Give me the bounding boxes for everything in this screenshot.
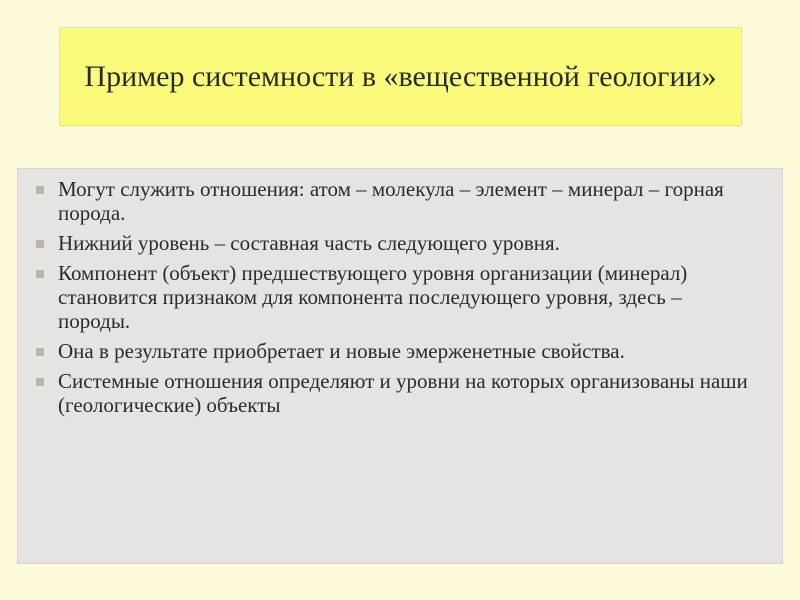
slide-title: Пример системности в «вещественной геологии» [84,59,717,93]
square-bullet-icon [36,378,44,386]
bullet-text: Она в результате приобретает и новые эмерженетные свойства. [58,339,625,363]
bullet-item [58,261,754,333]
bullet-item [58,177,754,225]
bullet-item [58,339,754,363]
title-box [59,27,742,126]
bullet-text: Компонент (объект) предшествующего уровня организации (минерал) становится признаком для компонента последующего уровня, здесь – породы. [58,261,688,333]
bullet-text: Системные отношения определяют и уровни на которых организованы наши (геологические) объекты [58,369,748,417]
bullet-item [58,231,754,255]
square-bullet-icon [36,186,44,194]
bullet-text: Могут служить отношения: атом – молекула – элемент – минерал – горная порода. [58,177,724,225]
square-bullet-icon [36,270,44,278]
bullet-list [18,169,782,417]
content-box [17,168,783,564]
bullet-item [58,369,754,417]
bullet-text: Нижний уровень – составная часть следующего уровня. [58,231,560,255]
square-bullet-icon [36,240,44,248]
square-bullet-icon [36,348,44,356]
